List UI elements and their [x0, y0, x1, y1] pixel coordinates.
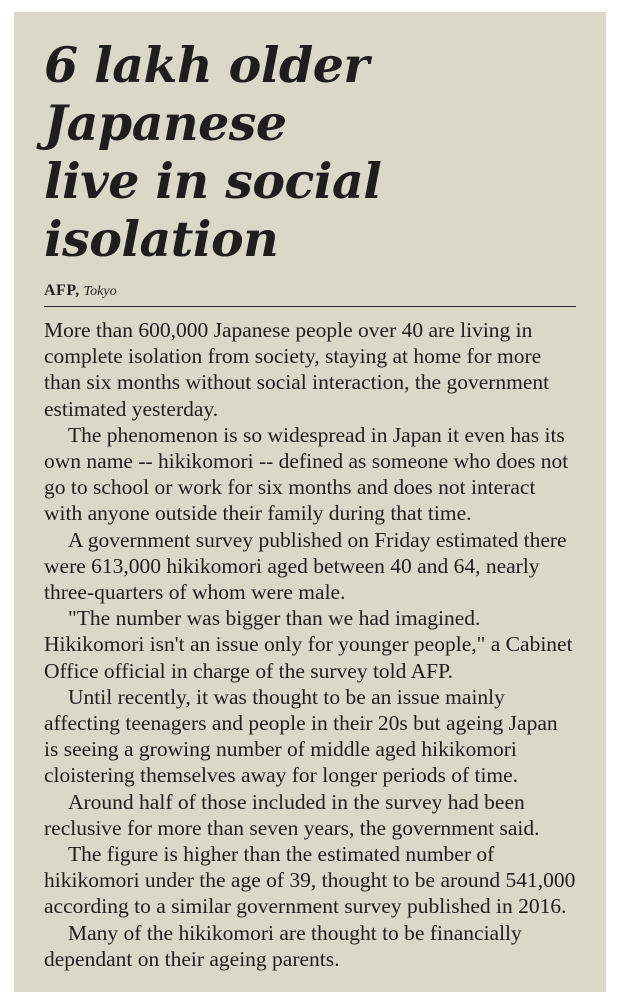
paragraph-6: Around half of those included in the survey had been reclusive for more than seven years, the government said. [44, 789, 540, 840]
byline [44, 282, 576, 307]
paragraph-4: "The number was bigger than we had imagined. Hikikomori isn't an issue only for younger people," a Cabinet Office official in charge of the survey told AFP. [44, 606, 573, 683]
paragraph-3: A government survey published on Friday estimated there were 613,000 hikikomori aged between 40 and 64, nearly three-quarters of whom were male. [44, 527, 567, 605]
paragraph-8: Many of the hikikomori are thought to be financially dependant on their ageing parents. [44, 920, 522, 971]
headline [44, 36, 576, 268]
paragraph-1: More than 600,000 Japanese people over 40 are living in complete isolation from society, staying at home for more than six months without social interaction, the government estimated yesterday. [44, 318, 550, 421]
newspaper-clipping [14, 12, 606, 992]
byline-agency: AFP, [44, 282, 80, 299]
paragraph-2: The phenomenon is so widespread in Japan it even has its own name -- hikikomori -- defined as someone who does not go to school or work for six months and does not interact with anyone outside their family during that time. [44, 422, 569, 526]
headline-line-1: 6 lakh older Japanese [44, 36, 369, 152]
paragraph-5: Until recently, it was thought to be an issue mainly affecting teenagers and people in their 20s but ageing Japan is seeing a growing number of middle aged hikikomori cloistering themselves away for longer periods of time. [44, 684, 558, 788]
article-body [44, 317, 576, 972]
byline-place: Tokyo [83, 284, 117, 299]
headline-line-2: live in social isolation [44, 152, 382, 268]
paragraph-7: The figure is higher than the estimated number of hikikomori under the age of 39, thought to be around 541,000 according to a similar government survey published in 2016. [44, 842, 576, 919]
